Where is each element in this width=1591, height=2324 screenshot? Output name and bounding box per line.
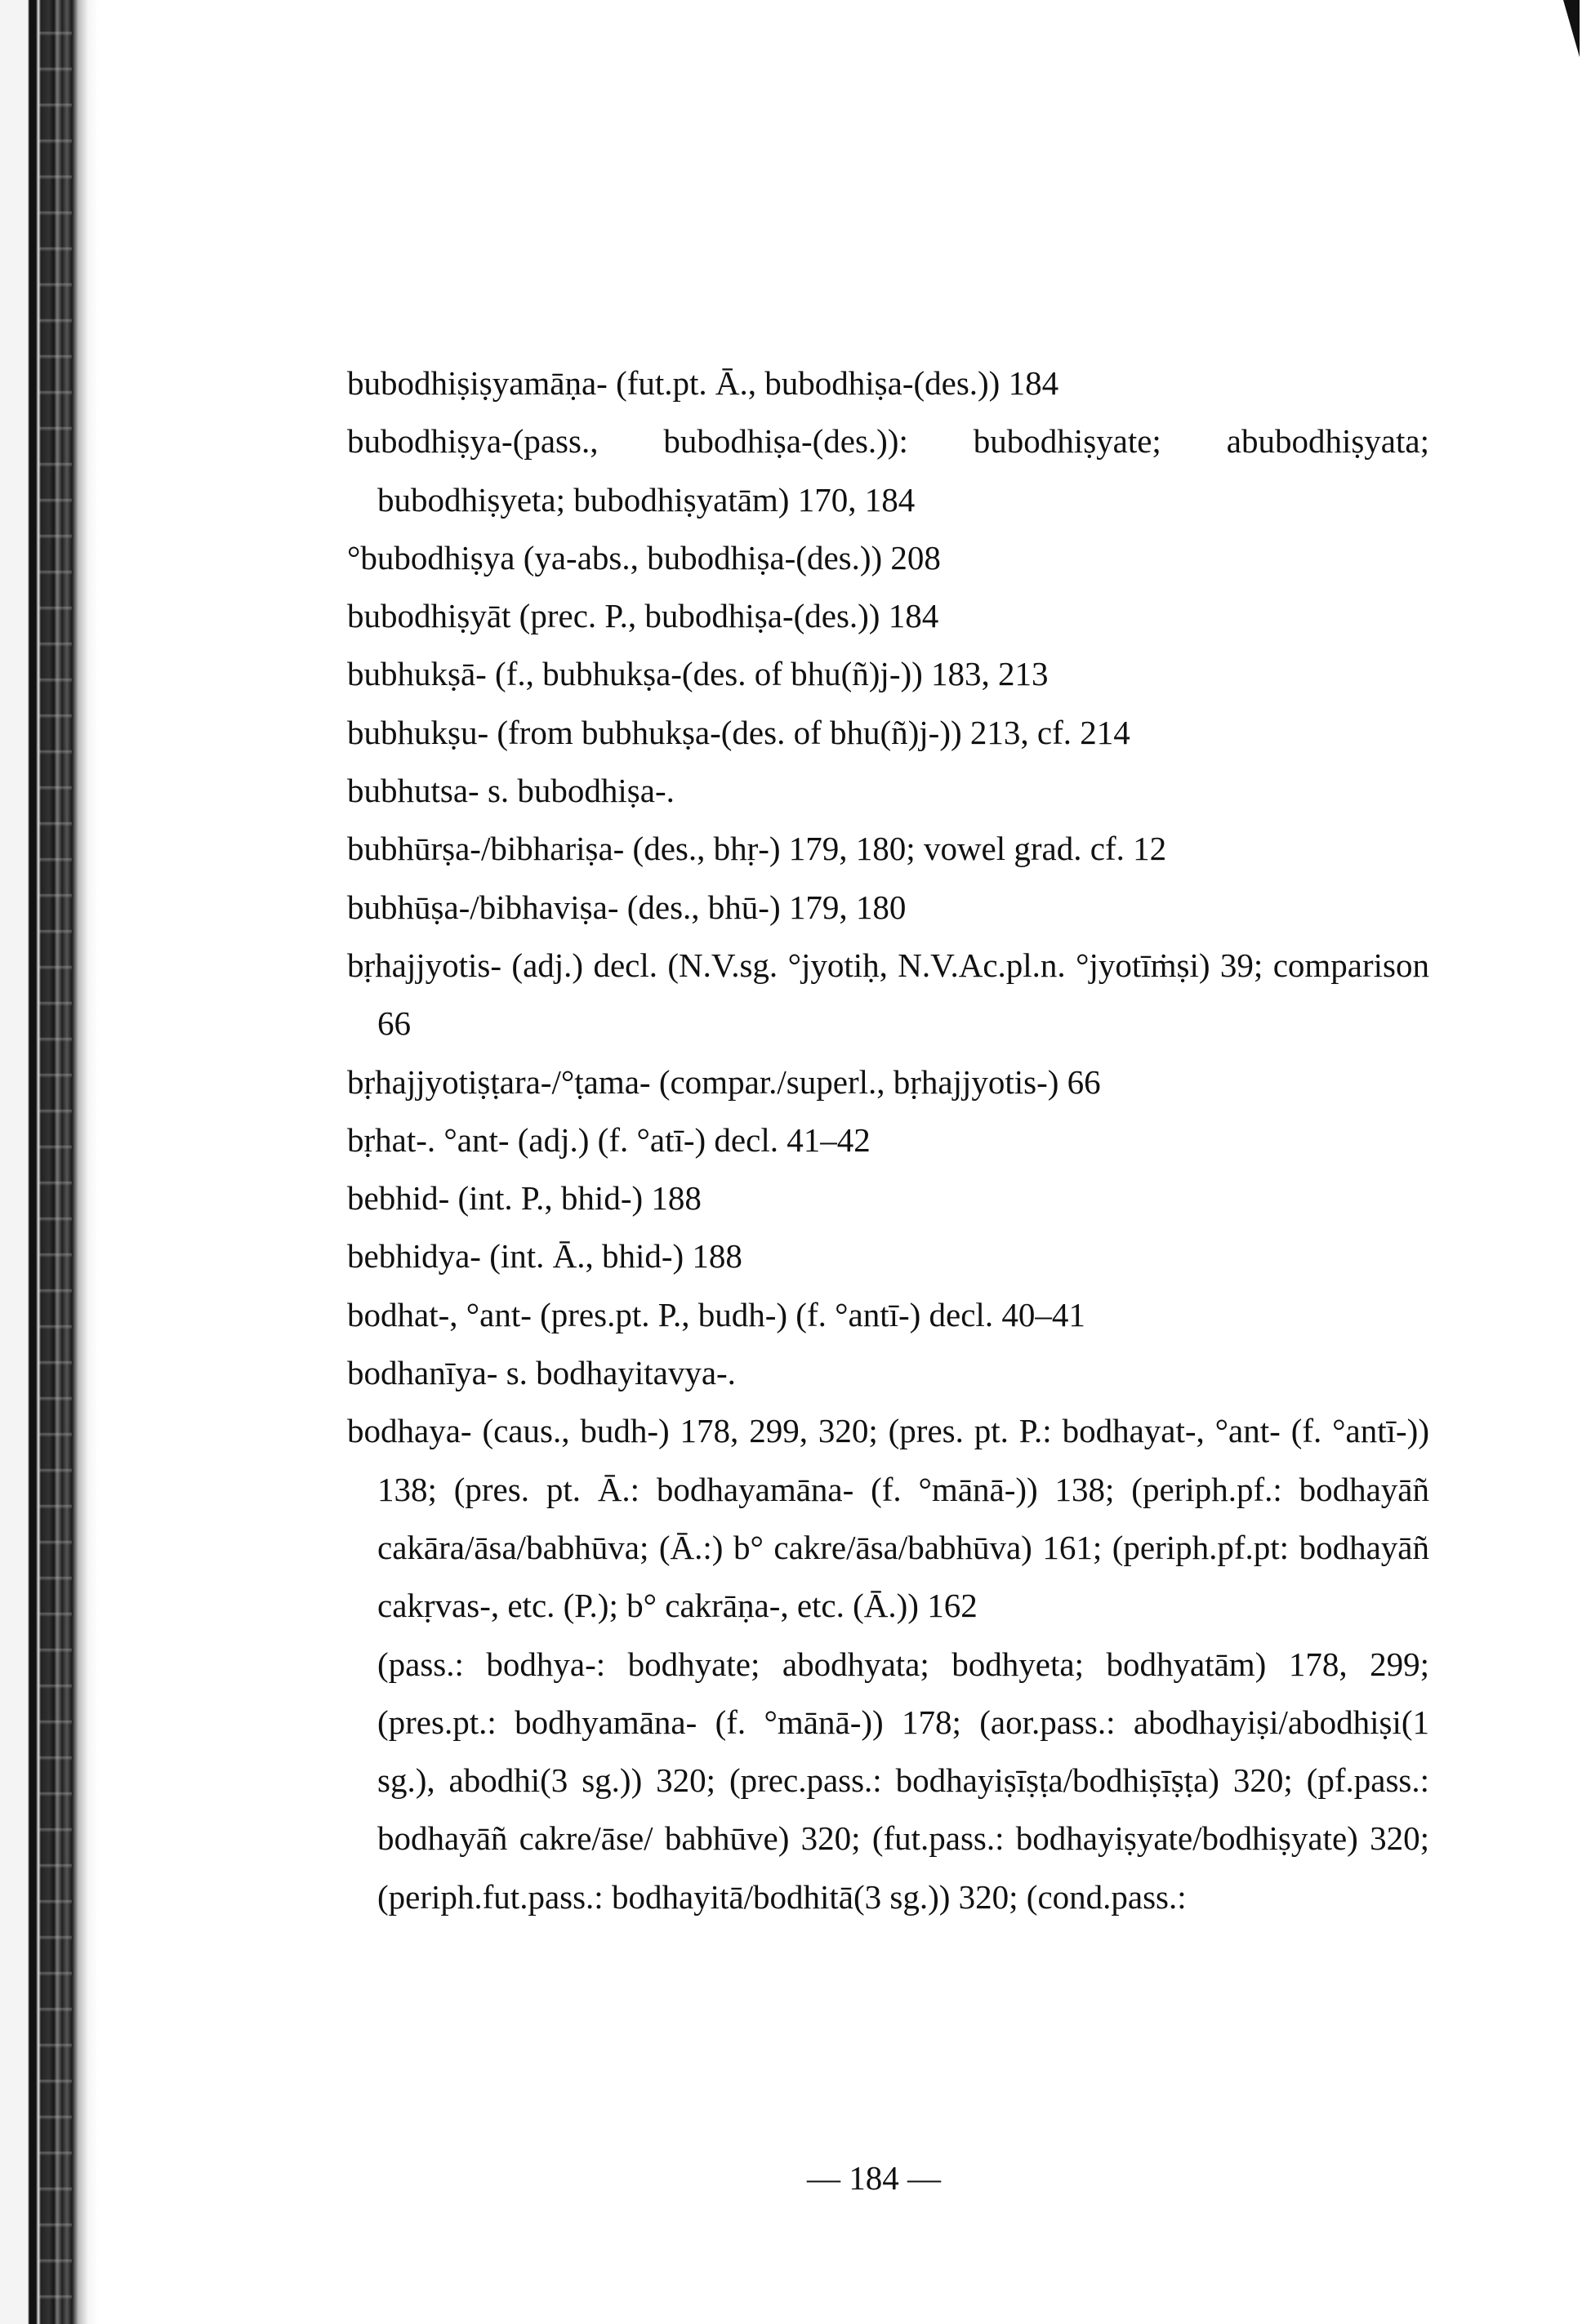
index-entry: °bubodhiṣya (ya-abs., bubodhiṣa-(des.)) 208 — [347, 538, 941, 577]
index-entry: bubhūṣa-/bibhaviṣa- (des., bhū-) 179, 180 — [347, 888, 907, 926]
book-binding-edge — [0, 0, 98, 2324]
corner-mark — [1563, 0, 1580, 57]
index-entry: bṛhajjyotis- (adj.) decl. (N.V.sg. °jyotiḥ, N.V.Ac.pl.n. °jyotīṁṣi) 39; comparison 66 — [347, 946, 1429, 1043]
index-entry: bebhid- (int. P., bhid-) 188 — [347, 1179, 702, 1218]
index-entry: bubhūrṣa-/bibhariṣa- (des., bhṛ-) 179, 180; vowel grad. cf. 12 — [347, 830, 1167, 868]
index-entry: bodhanīya- s. bodhayitavya-. — [347, 1354, 736, 1392]
index-entry: bodhat-, °ant- (pres.pt. P., budh-) (f. °antī-) decl. 40–41 — [347, 1295, 1085, 1333]
index-entry: bebhidya- (int. Ā., bhid-) 188 — [347, 1237, 742, 1276]
page-number: — 184 — — [807, 2159, 941, 2197]
index-entry: bodhaya- (caus., budh-) 178, 299, 320; (pres. pt. P.: bodhayat-, °ant- (f. °antī-)) 138; (pres. pt. Ā.: bodhayamāna- (f. °mānā-)) 138; (periph.pf.: bodhayāñ cakāra/āsa/babhūva; (Ā.:) b° cakre/āsa/babhūva) 161; (periph.pf.pt: bodhayāñ cakṛvas-, etc. (P.); b° cakrāṇa-, etc. (Ā.)) 162 — [347, 1412, 1429, 1625]
index-entry: bubodhiṣiṣyamāṇa- (fut.pt. Ā., bubodhiṣa-(des.)) 184 — [347, 364, 1059, 402]
index-entry: bubodhiṣya-(pass., bubodhiṣa-(des.)): bubodhiṣyate; abubodhiṣyata; bubodhiṣyeta; bubodhiṣyatām) 170, 184 — [347, 422, 1429, 519]
index-entry-continuation: (pass.: bodhya-: bodhyate; abodhyata; bodhyeta; bodhyatām) 178, 299; (pres.pt.: bodhyamāna- (f. °mānā-)) 178; (aor.pass.: abodhayiṣi/abodhiṣi(1 sg.), abodhi(3 sg.)) 320; (prec.pass.: bodhayiṣīṣṭa/bodhiṣīṣṭa) 320; (pf.pass.: bodhayāñ cakre/āse/ babhūve) 320; (fut.pass.: bodhayiṣyate/bodhiṣyate) 320; (periph.fut.pass.: bodhayitā/bodhitā(3 sg.)) 320; (cond.pass.: — [377, 1645, 1429, 1916]
index-entry: bṛhajjyotiṣṭara-/°ṭama- (compar./superl., bṛhajjyotis-) 66 — [347, 1062, 1101, 1101]
index-entry: bubhukṣu- (from bubhukṣa-(des. of bhu(ñ)j-)) 213, cf. 214 — [347, 713, 1130, 751]
index-entry: bubhukṣā- (f., bubhukṣa-(des. of bhu(ñ)j-)) 183, 213 — [347, 655, 1049, 693]
index-entry: bubhutsa- s. bubodhiṣa-. — [347, 772, 675, 810]
index-entry: bṛhat-. °ant- (adj.) (f. °atī-) decl. 41–42 — [347, 1120, 871, 1159]
index-column — [347, 354, 1429, 1926]
index-entry: bubodhiṣyāt (prec. P., bubodhiṣa-(des.)) 184 — [347, 597, 939, 635]
